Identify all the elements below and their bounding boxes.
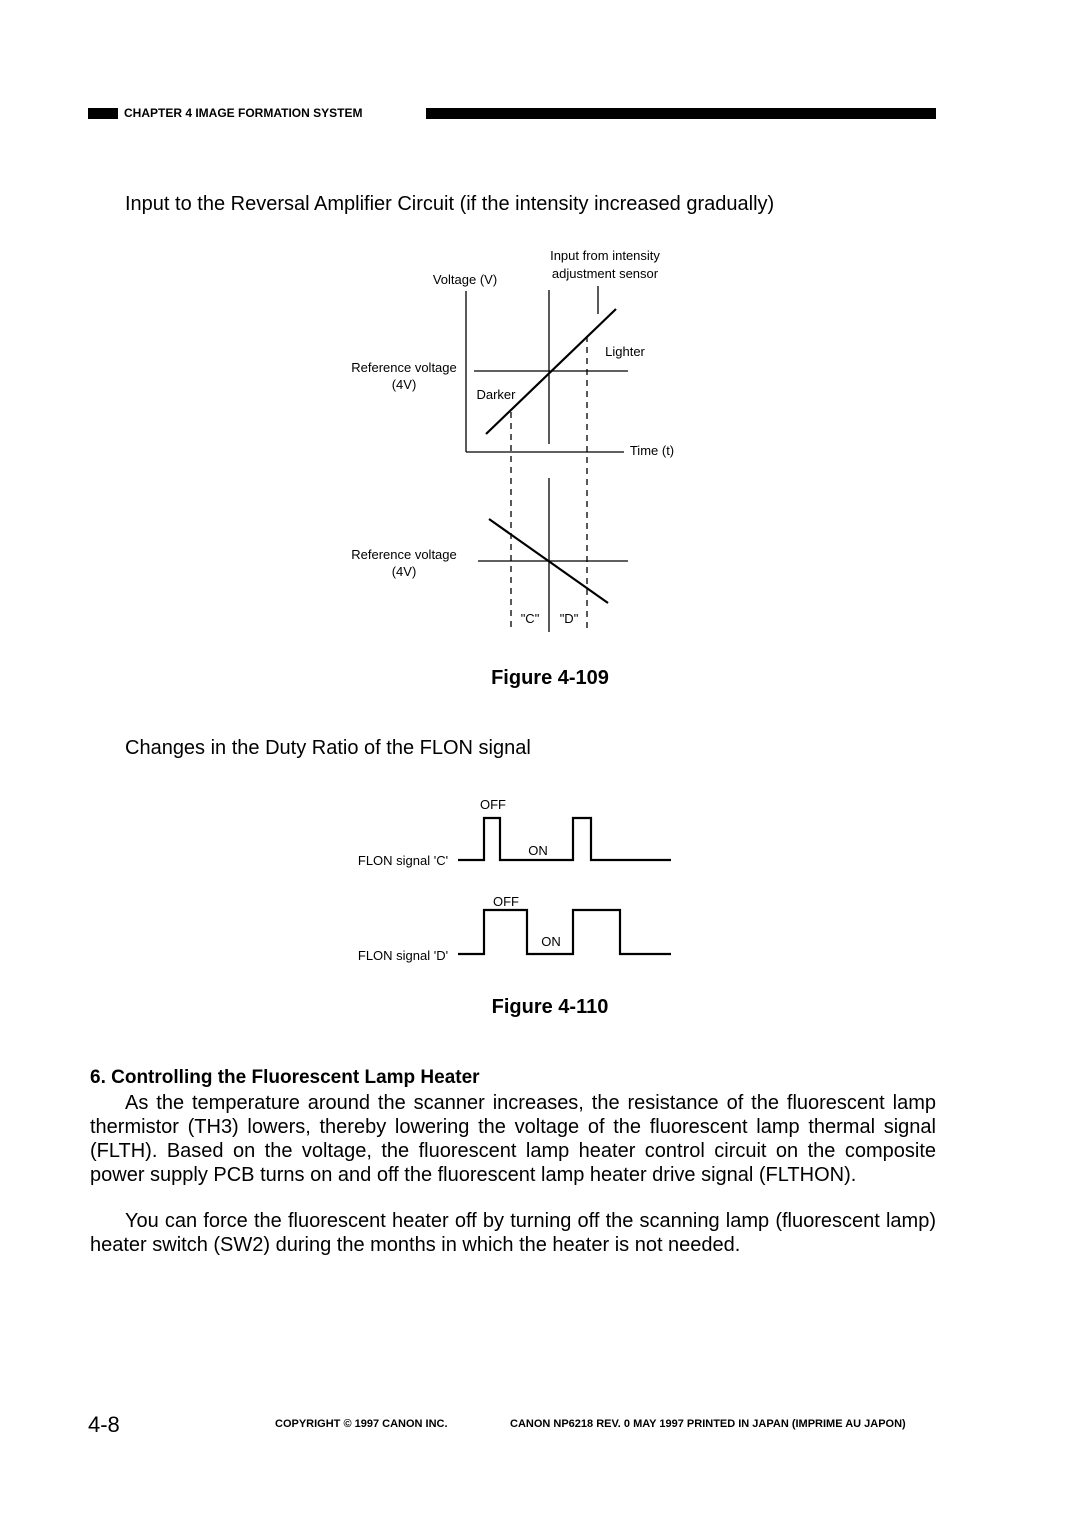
ref-voltage-value-2: (4V)	[391, 564, 417, 579]
flon-c-waveform	[458, 818, 671, 860]
ref-voltage-label-1: Reference voltage	[351, 360, 457, 375]
figure-110-label	[0, 996, 1080, 1019]
section-paragraph-1: As the temperature around the scanner increases, the resistance of the fluorescent lamp thermistor (TH3) lowers, thereby lowering the voltage of the fluorescent lamp thermal signal (FLTH). Based on the voltage, the fluorescent lamp heater control circuit on the composite power supply PCB turns on and off the fluorescent lamp heater drive signal (FLTHON).	[90, 1092, 936, 1186]
c-label: "C"	[520, 611, 540, 626]
voltage-label: Voltage (V)	[432, 272, 498, 287]
darker-label: Darker	[476, 387, 516, 402]
figure-109-label	[0, 667, 1080, 690]
publication-info: CANON NP6218 REV. 0 MAY 1997 PRINTED IN JAPAN (IMPRIME AU JAPON)	[510, 1418, 906, 1430]
off-label-d: OFF	[493, 894, 519, 909]
on-label-d: ON	[541, 934, 561, 949]
input-label-line2: adjustment sensor	[551, 266, 659, 281]
flon-d-waveform	[458, 910, 671, 954]
flon-d-label: FLON signal 'D'	[357, 948, 449, 963]
figure-109-diagram	[0, 0, 1080, 660]
page-number: 4-8	[88, 1412, 120, 1437]
figure-110-label-text: Figure 4-110	[491, 996, 609, 1018]
flon-c-label: FLON signal 'C'	[357, 853, 449, 868]
input-label-line1: Input from intensity	[550, 248, 660, 263]
figure-110-diagram	[0, 780, 1080, 980]
copyright-notice: COPYRIGHT © 1997 CANON INC.	[275, 1418, 448, 1430]
figure-109-label-text: Figure 4-109	[491, 667, 609, 689]
section-paragraph-2: You can force the fluorescent heater off by turning off the scanning lamp (fluorescent lamp) heater switch (SW2) during the months in which the heater is not needed.	[90, 1210, 936, 1256]
on-label-c: ON	[528, 843, 548, 858]
figure-109-caption: Input to the Reversal Amplifier Circuit (if the intensity increased gradually)	[125, 193, 775, 215]
off-label-c: OFF	[480, 797, 506, 812]
lighter-label: Lighter	[605, 344, 645, 359]
time-label: Time (t)	[629, 443, 675, 458]
chapter-header: CHAPTER 4 IMAGE FORMATION SYSTEM	[124, 106, 363, 120]
ref-voltage-label-2: Reference voltage	[351, 547, 457, 562]
figure-110-caption: Changes in the Duty Ratio of the FLON signal	[125, 737, 531, 759]
d-label: "D"	[559, 611, 579, 626]
ref-voltage-value-1: (4V)	[391, 377, 417, 392]
section-title: 6. Controlling the Fluorescent Lamp Heater	[90, 1067, 480, 1088]
